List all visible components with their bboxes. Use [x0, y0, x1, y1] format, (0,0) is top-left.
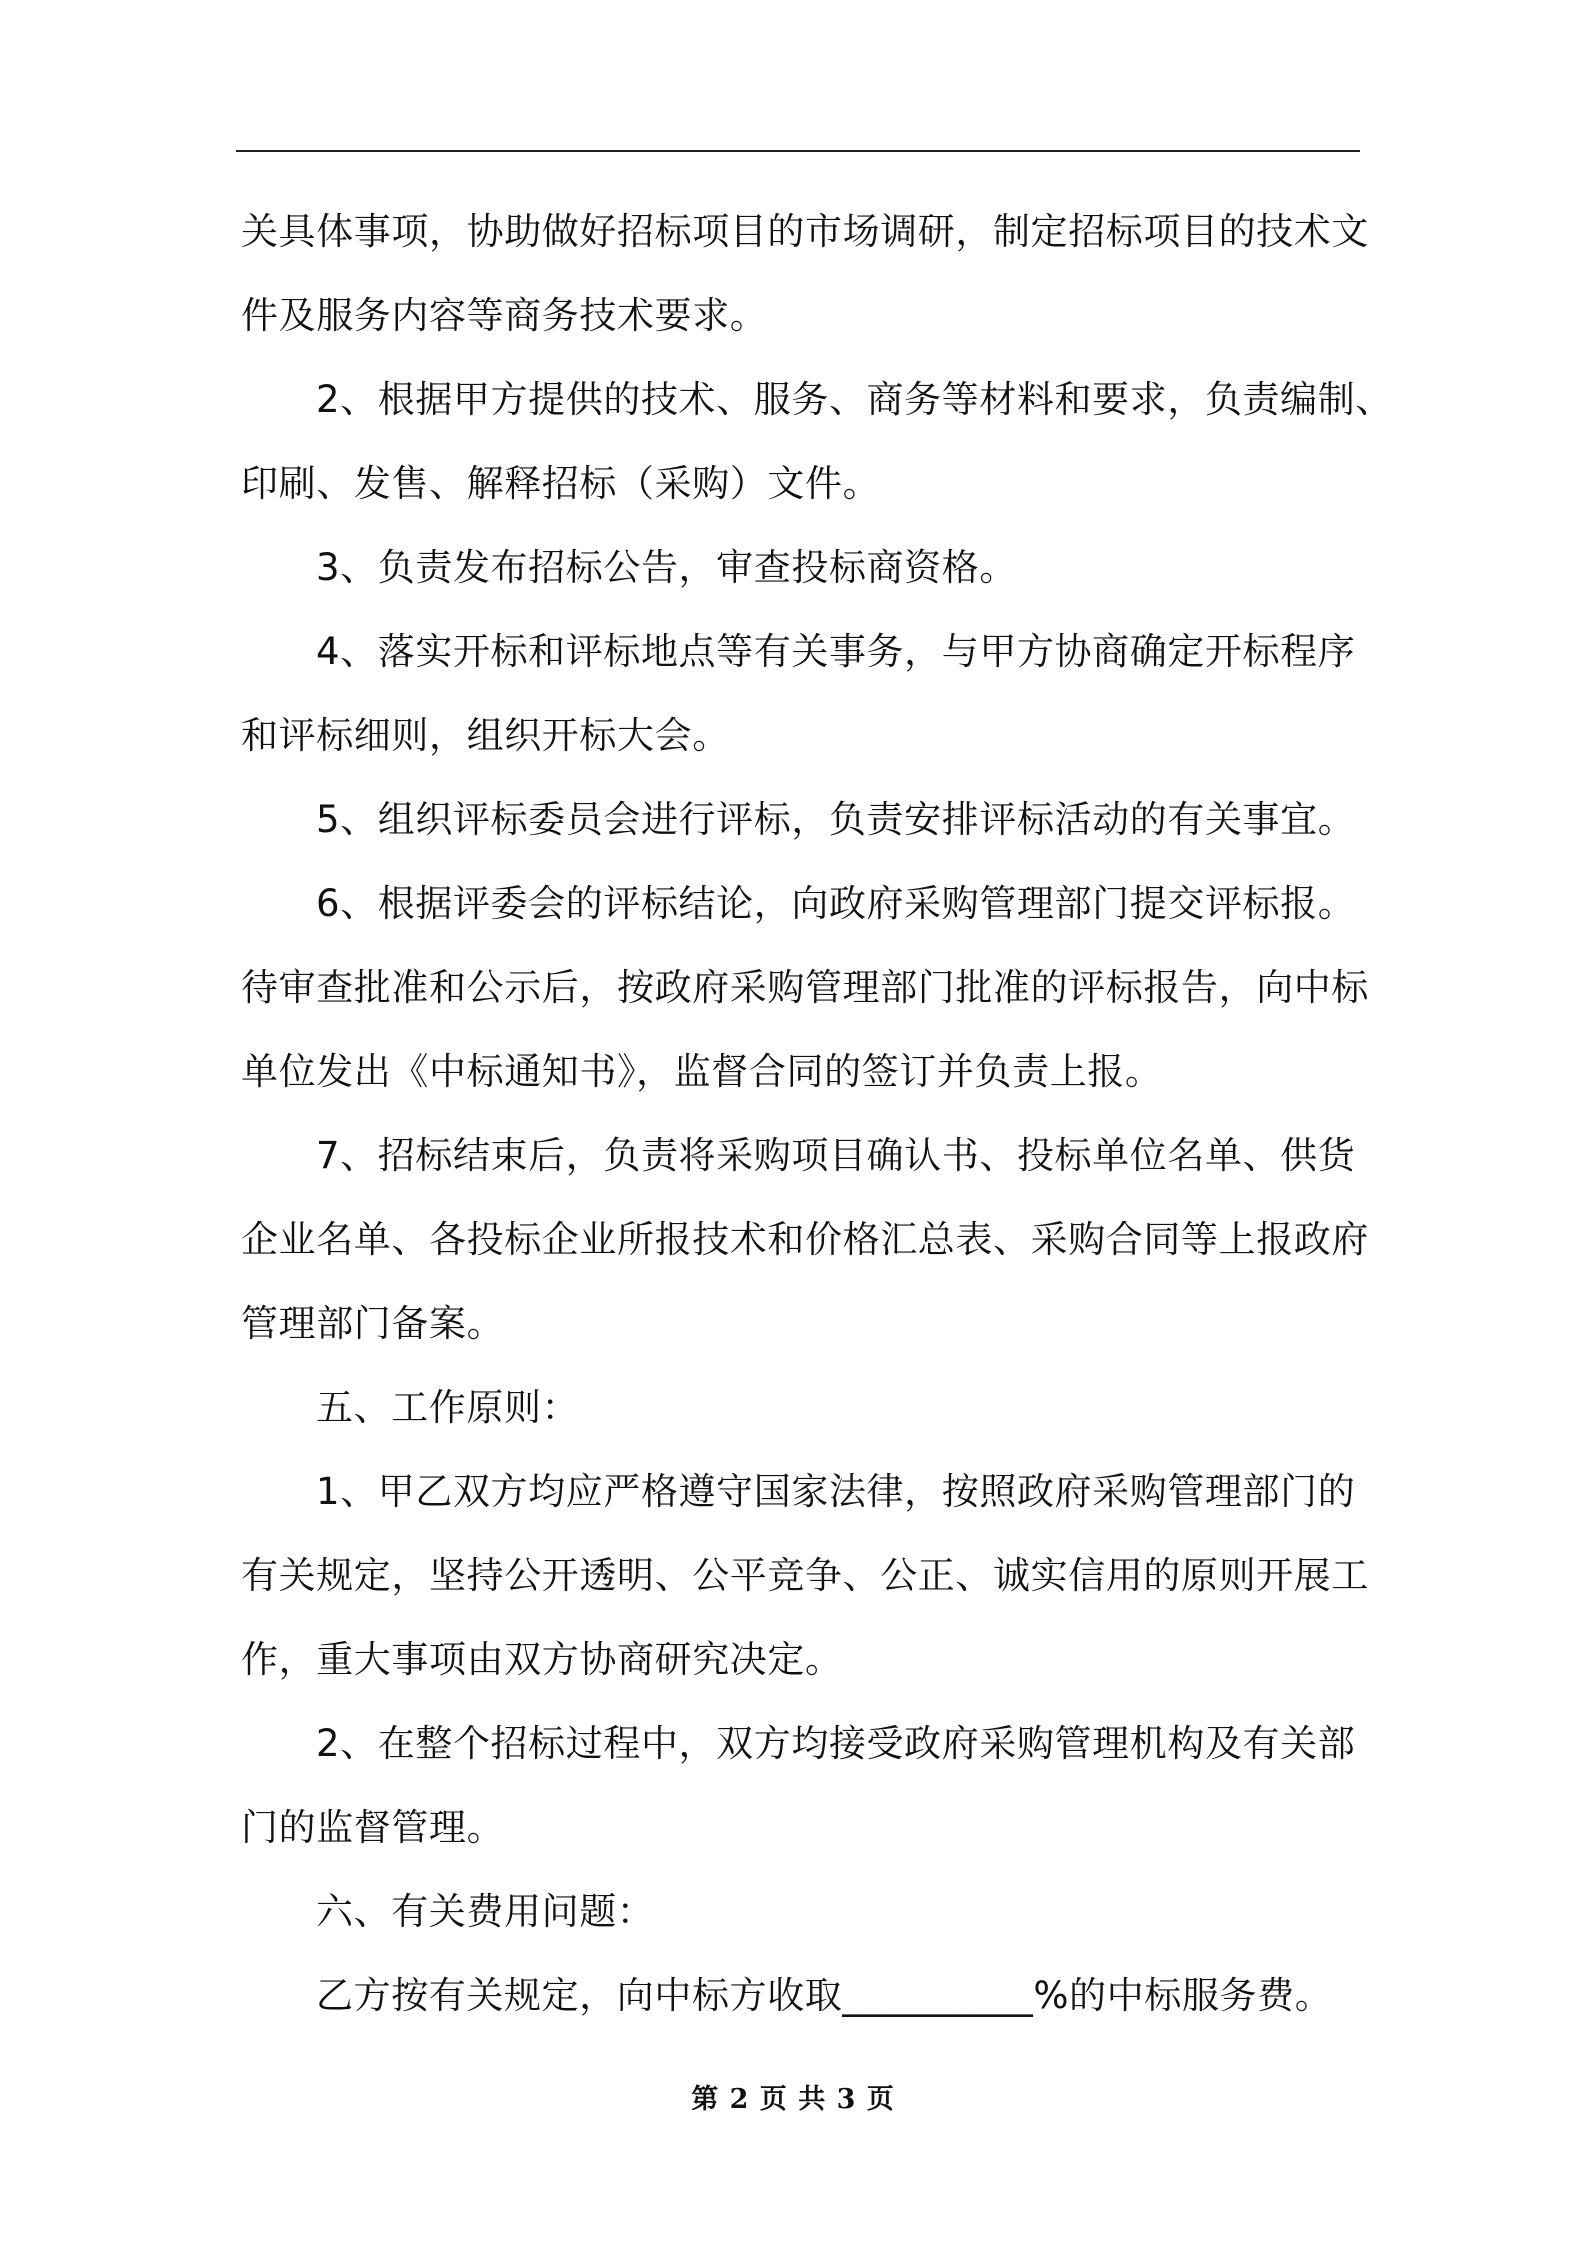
text-line: 6、根据评委会的评标结论，向政府采购管理部门提交评标报。 [316, 882, 1356, 925]
section-heading: 六、有关费用问题： [316, 1890, 655, 1933]
text-line: 印刷、发售、解释招标（采购）文件。 [241, 462, 881, 505]
text-line: 5、组织评标委员会进行评标，负责安排评标活动的有关事宜。 [316, 798, 1356, 841]
text-line: 1、甲乙双方均应严格遵守国家法律，按照政府采购管理部门的 [316, 1470, 1356, 1513]
text-line: 3、负责发布招标公告，审查投标商资格。 [316, 546, 1017, 589]
text-line: 2、根据甲方提供的技术、服务、商务等材料和要求，负责编制、 [316, 378, 1393, 421]
text-line: 作，重大事项由双方协商研究决定。 [241, 1638, 843, 1681]
text-line: 有关规定，坚持公开透明、公平竞争、公正、诚实信用的原则开展工 [241, 1554, 1369, 1597]
text-line: 单位发出《中标通知书》，监督合同的签订并负责上报。 [241, 1050, 1163, 1093]
text-line: 7、招标结束后，负责将采购项目确认书、投标单位名单、供货 [316, 1134, 1356, 1177]
page-number-footer: 第 2 页 共 3 页 [691, 2084, 895, 2115]
text-line: 和评标细则，组织开标大会。 [241, 714, 730, 757]
text-line: 企业名单、各投标企业所报技术和价格汇总表、采购合同等上报政府 [241, 1218, 1369, 1261]
document-body [241, 190, 1393, 2038]
section-heading: 五、工作原则： [316, 1386, 580, 1429]
text-line: 管理部门备案。 [241, 1302, 505, 1345]
text-line: 2、在整个招标过程中，双方均接受政府采购管理机构及有关部 [316, 1722, 1356, 1765]
text-line: 关具体事项，协助做好招标项目的市场调研，制定招标项目的技术文 [241, 210, 1369, 253]
text-line: 乙方按有关规定，向中标方收取__________%的中标服务费。 [316, 1974, 1333, 2017]
text-line: 待审查批准和公示后，按政府采购管理部门批准的评标报告，向中标 [241, 966, 1369, 1009]
text-line: 4、落实开标和评标地点等有关事务，与甲方协商确定开标程序 [316, 630, 1356, 673]
text-line: 件及服务内容等商务技术要求。 [241, 294, 768, 337]
header-rule [236, 150, 1360, 152]
text-line: 门的监督管理。 [241, 1806, 505, 1849]
